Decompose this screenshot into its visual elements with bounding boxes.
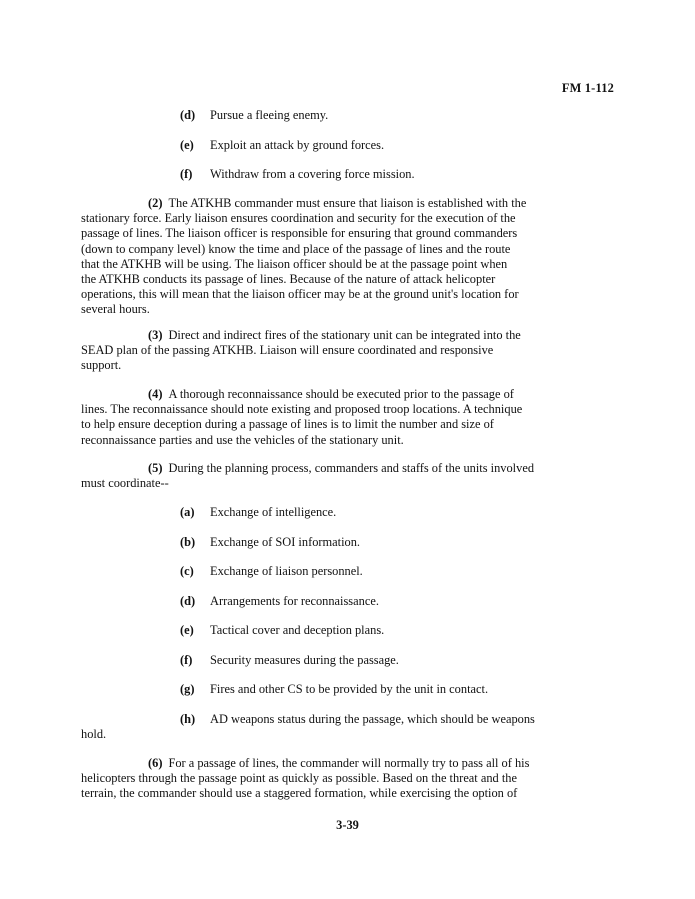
paragraph-text: Direct and indirect fires of the stationary unit can be integrated into the [168,328,521,342]
list-marker: (h) [180,712,196,726]
list-marker: (d) [180,594,196,608]
paragraph-line: operations, this will mean that the liaison officer may be at the ground unit's location for [81,287,519,302]
paragraph-line: (down to company level) know the time and place of the passage of lines and the route [81,241,511,256]
paragraph-line: must coordinate-- [81,476,169,491]
paragraph-marker: (6) [148,756,163,770]
list-text: AD weapons status during the passage, which should be weapons [210,712,535,726]
paragraph-line [81,196,614,211]
list-item [180,138,620,153]
paragraph-text: For a passage of lines, the commander will normally try to pass all of his [168,756,530,770]
paragraph-line [81,756,614,771]
list-item-h [81,712,614,742]
list-text: Exploit an attack by ground forces. [210,138,385,152]
paragraph-text: A thorough reconnaissance should be executed prior to the passage of [168,387,514,401]
paragraph-line: several hours. [81,302,150,317]
list-text: Pursue a fleeing enemy. [210,108,329,122]
paragraph-5 [81,461,614,491]
list-text: Exchange of SOI information. [210,535,361,549]
paragraph-line [81,712,614,727]
list-item [180,505,620,520]
list-text: Exchange of intelligence. [210,505,337,519]
paragraph-marker: (4) [148,387,163,401]
paragraph-text: The ATKHB commander must ensure that liaison is established with the [168,196,527,210]
paragraph-6 [81,756,614,802]
list-text: Exchange of liaison personnel. [210,564,363,578]
list-marker: (d) [180,108,196,122]
list-marker: (a) [180,505,195,519]
paragraph-line: stationary force. Early liaison ensures coordination and security for the execution of the [81,211,516,226]
list-text: Arrangements for reconnaissance. [210,594,379,608]
paragraph-marker: (5) [148,461,163,475]
list-marker: (e) [180,623,194,637]
paragraph-line: hold. [81,727,107,742]
list-item [180,167,620,182]
list-item [180,653,620,668]
list-item [180,594,620,609]
list-marker: (e) [180,138,194,152]
list-item [180,564,620,579]
paragraph-marker: (3) [148,328,163,342]
list-marker: (f) [180,167,193,181]
paragraph-4 [81,387,614,448]
list-marker: (g) [180,682,195,696]
list-marker: (b) [180,535,196,549]
paragraph-line: passage of lines. The liaison officer is responsible for ensuring that ground commanders [81,226,518,241]
paragraph-3 [81,328,614,374]
paragraph-line: helicopters through the passage point as quickly as possible. Based on the threat and the [81,771,517,786]
paragraph-line: that the ATKHB will be using. The liaison officer should be at the passage point when [81,256,508,271]
paragraph-line: the ATKHB conducts its passage of lines. Because of the nature of attack helicopter [81,272,496,287]
paragraph-line [81,387,614,402]
paragraph-line: support. [81,358,122,373]
paragraph-line: to help ensure deception during a passage of lines is to limit the number and size of [81,417,494,432]
list-item [180,108,620,123]
paragraph-line [81,461,614,476]
page-number: 3-39 [336,818,359,832]
paragraph-line: lines. The reconnaissance should note existing and proposed troop locations. A technique [81,402,523,417]
list-item [180,682,620,697]
list-item [180,535,620,550]
list-marker: (c) [180,564,194,578]
paragraph-line [81,328,614,343]
paragraph-line: terrain, the commander should use a staggered formation, while exercising the option of [81,786,518,801]
paragraph-line: SEAD plan of the passing ATKHB. Liaison will ensure coordinated and responsive [81,343,494,358]
paragraph-2 [81,196,614,318]
paragraph-marker: (2) [148,196,163,210]
list-text: Security measures during the passage. [210,653,399,667]
list-text: Tactical cover and deception plans. [210,623,385,637]
list-text: Fires and other CS to be provided by the unit in contact. [210,682,489,696]
paragraph-line: reconnaissance parties and use the vehicles of the stationary unit. [81,432,404,447]
list-text: Withdraw from a covering force mission. [210,167,415,181]
list-marker: (f) [180,653,193,667]
header-code: FM 1-112 [561,81,614,95]
list-item [180,623,620,638]
paragraph-text: During the planning process, commanders and staffs of the units involved [168,461,535,475]
